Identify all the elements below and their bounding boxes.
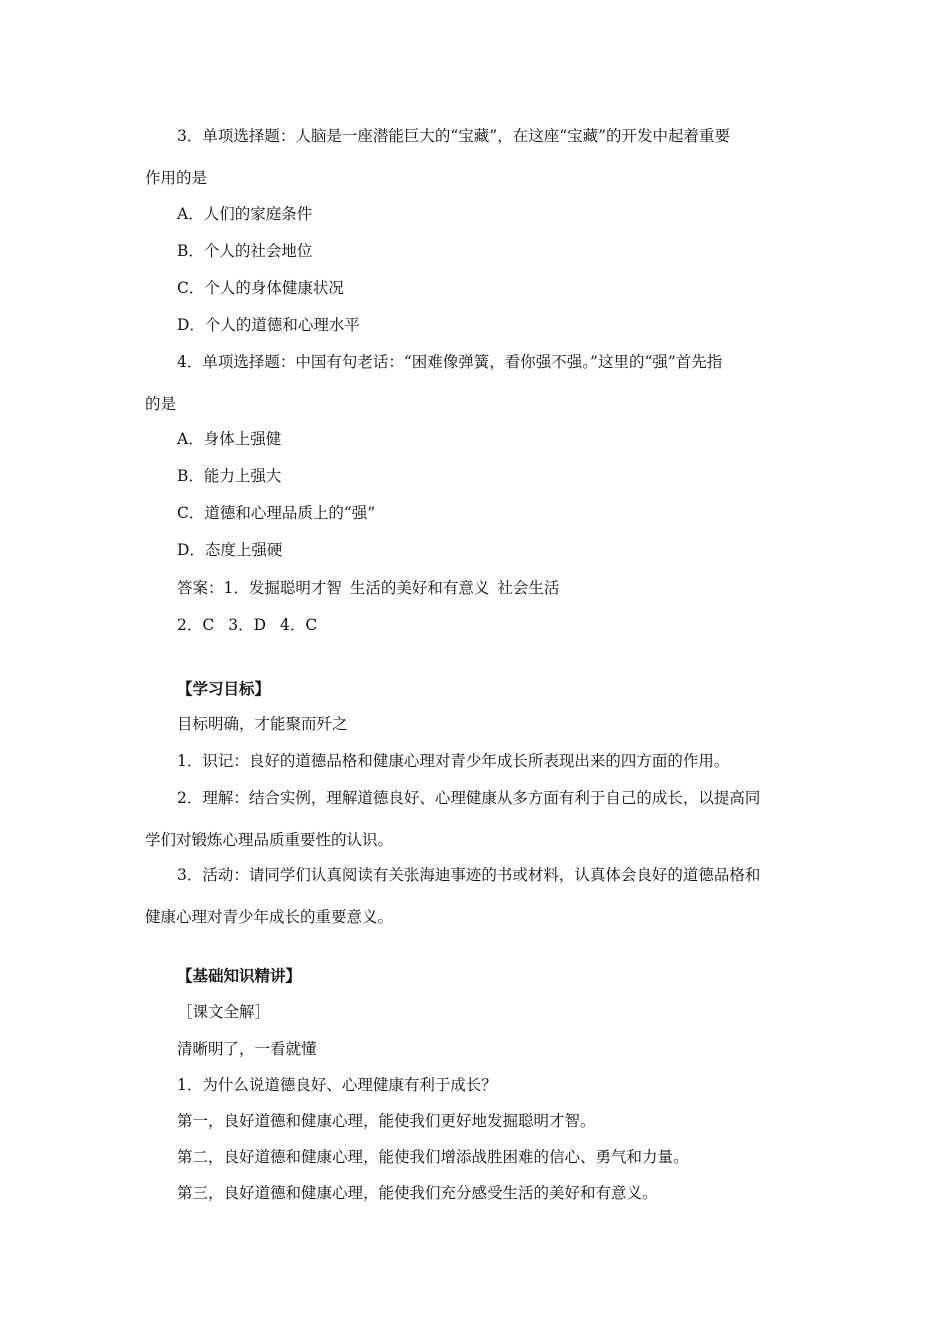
q3-stem-line1: 3．单项选择题：人脑是一座潜能巨大的“宝藏”，在这座“宝藏”的开发中起着重要 — [177, 127, 731, 145]
answer-1-part-b: 生活的美好和有意义 — [349, 579, 490, 597]
goal-item-2-line1: 2．理解：结合实例，理解道德良好、心理健康从多方面有利于自己的成长，以提高同 — [177, 789, 761, 807]
answer-2: 2．C — [177, 616, 215, 634]
goal-item-3-line2: 健康心理对青少年成长的重要意义。 — [145, 908, 394, 926]
q3-option-a: A．人们的家庭条件 — [177, 205, 313, 223]
answer-1-part-a: 答案：1．发掘聪明才智 — [177, 579, 342, 597]
answer-1-part-c: 社会生活 — [497, 579, 560, 597]
q3-option-c: C．个人的身体健康状况 — [177, 279, 344, 297]
goal-item-2-line2: 学们对锻炼心理品质重要性的认识。 — [145, 831, 394, 849]
basics-subheading: ［课文全解］ — [177, 1003, 271, 1021]
q3-option-d: D．个人的道德和心理水平 — [177, 316, 360, 334]
answers-line2 — [177, 615, 317, 635]
basics-point-2: 第二，良好道德和健康心理，能使我们增添战胜困难的信心、勇气和力量。 — [177, 1148, 689, 1166]
q3-stem-line2: 作用的是 — [145, 169, 208, 187]
q4-option-a: A．身体上强健 — [177, 430, 282, 448]
q3-option-b: B．个人的社会地位 — [177, 242, 313, 260]
q4-stem-line2: 的是 — [145, 395, 177, 413]
basics-motto: 清晰明了，一看就懂 — [177, 1040, 317, 1058]
answers-line1 — [177, 578, 559, 598]
answer-3: 3．D — [228, 616, 267, 634]
goal-item-1: 1．识记：良好的道德品格和健康心理对青少年成长所表现出来的四方面的作用。 — [177, 752, 730, 770]
basics-point-1: 第一，良好道德和健康心理，能使我们更好地发掘聪明才智。 — [177, 1112, 596, 1130]
q4-option-c: C．道德和心理品质上的“强” — [177, 504, 376, 522]
q4-option-d: D．态度上强硬 — [177, 541, 283, 559]
basics-question: 1．为什么说道德良好、心理健康有利于成长？ — [177, 1076, 497, 1094]
answer-4: 4．C — [280, 616, 318, 634]
goal-item-3-line1: 3．活动：请同学们认真阅读有关张海迪事迹的书或材料，认真体会良好的道德品格和 — [177, 866, 761, 884]
goals-heading: 【学习目标】 — [177, 679, 271, 698]
goals-motto: 目标明确，才能聚而歼之 — [177, 715, 348, 733]
basics-heading: 【基础知识精讲】 — [177, 966, 302, 985]
q4-option-b: B．能力上强大 — [177, 467, 282, 485]
q4-stem-line1: 4．单项选择题：中国有句老话：“困难像弹簧，看你强不强。”这里的“强”首先指 — [177, 353, 723, 371]
basics-point-3: 第三，良好道德和健康心理，能使我们充分感受生活的美好和有意义。 — [177, 1184, 658, 1202]
